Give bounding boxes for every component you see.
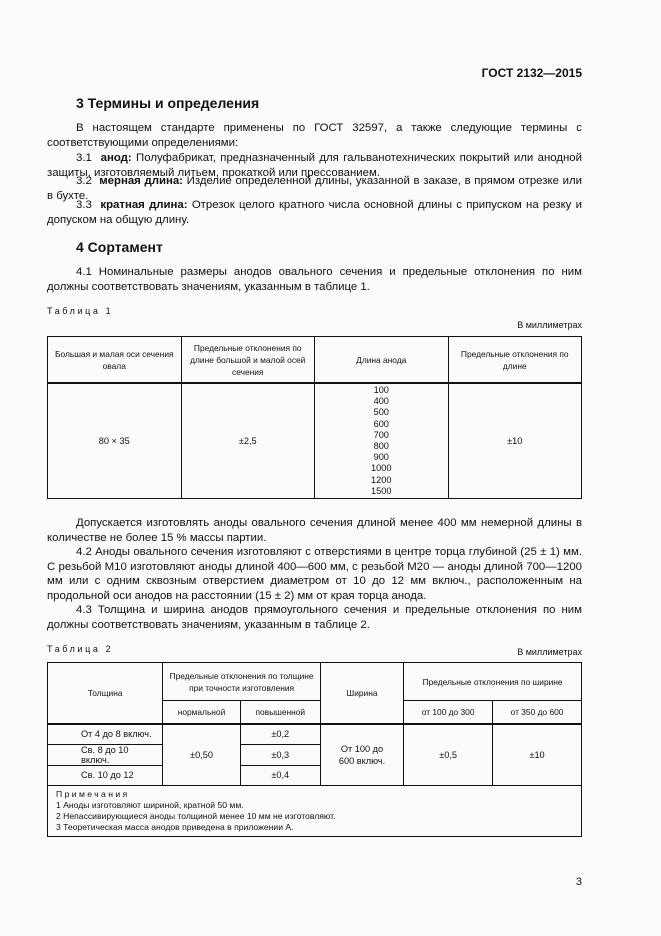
term-num: 3.2: [76, 175, 92, 187]
header-cell: от 350 до 600: [493, 701, 582, 724]
intro-text: В настоящем стандарте применены по ГОСТ 32597, а также следующие термины с соответствующими определениями:: [47, 122, 582, 149]
paragraph-allowance: [47, 516, 582, 545]
note-item: 1 Аноды изготовляют шириной, кратной 50 мм.: [56, 799, 244, 810]
length-value: 1000: [371, 463, 392, 474]
notes-row: [48, 785, 582, 837]
table-row: [48, 724, 582, 745]
table-1-unit: В миллиметрах: [517, 320, 582, 330]
high-dev-cell: ±0,2: [240, 724, 320, 745]
table-row: [48, 383, 582, 499]
thickness-cell: От 4 до 8 включ.: [48, 724, 163, 745]
normal-dev-cell: ±0,50: [163, 724, 240, 786]
section-4-title: 4 Сортамент: [76, 239, 163, 255]
axes-cell: 80 × 35: [48, 383, 182, 499]
header-cell: Предельные отклонения по толщине при точности изготовления: [163, 663, 321, 701]
paragraph-text: Допускается изготовлять аноды овального сечения длиной менее 400 мм немерной длины в количестве не более 15 % массы партии.: [47, 517, 582, 544]
term-name: анод:: [100, 152, 132, 164]
table-header-row: [48, 663, 582, 701]
length-value: 1200: [371, 474, 392, 485]
notes-title: Примечания: [56, 788, 130, 799]
table-1: [47, 336, 582, 499]
header-cell: Ширина: [320, 663, 403, 724]
note-item: 3 Теоретическая масса анодов приведена в приложении А.: [56, 822, 294, 833]
length-value: 800: [373, 441, 389, 451]
page-number: 3: [575, 876, 582, 888]
header-cell: нормальной: [163, 701, 240, 724]
term-def: Полуфабрикат, предназначенный для гальванотехнических покрытий или анодной защиты, изготовляемый литьем, прокаткой или прессованием.: [47, 152, 582, 179]
length-value: 700: [373, 429, 389, 440]
term-def: Отрезок целого кратного числа основной длины с припуском на резку и допуском на общую длину.: [47, 199, 582, 226]
section-3-title: 3 Термины и определения: [76, 95, 260, 111]
header-cell: повышенной: [240, 701, 320, 724]
thickness-cell: Св. 8 до 10 включ.: [48, 744, 163, 765]
paragraph-text: 4.2 Аноды овального сечения изготовляют с отверстиями в центре торца глубиной (25 ± 1) мм. С резьбой М10 изготовляют аноды длиной 400—600 мм, с резьбой М20 — аноды длиной 700—1200 мм или с одним сквозным отверстием диаметром от 10 до 12 мм включ., расположенным на продольной оси анодов на расстоянии (15 ± 2) мм от края торца анода.: [47, 546, 582, 602]
term-name: мерная длина:: [99, 175, 183, 187]
term-3-3: [47, 198, 582, 227]
section-3-intro: [47, 121, 582, 150]
table-header-row: [48, 337, 582, 384]
high-dev-cell: ±0,4: [240, 765, 320, 785]
paragraph-4-1: [47, 265, 582, 294]
length-value: 600: [373, 418, 389, 429]
document-header: ГОСТ 2132—2015: [481, 66, 582, 80]
length-value: 1500: [371, 485, 392, 496]
table-1-caption: Таблица 1: [47, 306, 114, 316]
header-cell: Предельные отклонения по длине большой и малой осей сечения: [181, 337, 315, 384]
term-num: 3.3: [76, 199, 92, 211]
length-value: 100: [373, 384, 389, 395]
length-value: 500: [373, 407, 389, 418]
width-dev-2-cell: ±10: [493, 724, 582, 786]
header-cell: Большая и малая оси сечения овала: [48, 337, 182, 384]
paragraph-text: 4.1 Номинальные размеры анодов овального сечения и предельные отклонения по ним должны соответствовать значениям, указанным в таблице 1.: [47, 266, 582, 293]
table-2: [47, 662, 582, 837]
length-value: 900: [373, 452, 389, 463]
term-num: 3.1: [76, 152, 92, 164]
thickness-cell: Св. 10 до 12: [48, 765, 163, 785]
length-value: 400: [373, 396, 389, 407]
notes-cell: [48, 785, 582, 837]
lengths-cell: [315, 383, 449, 499]
header-cell: Толщина: [48, 663, 163, 724]
paragraph-4-2: [47, 545, 582, 603]
width-dev-1-cell: ±0,5: [404, 724, 493, 786]
term-name: кратная длина:: [100, 199, 188, 211]
term-def: Изделие определенной длины, указанной в заказе, в прямом отрезке или в бухте.: [47, 175, 582, 202]
table-2-caption: Таблица 2: [47, 644, 114, 654]
note-item: 2 Непассивирующиеся аноды толщиной менее 10 мм не изготовляют.: [56, 810, 336, 821]
width-cell: От 100 до 600 включ.: [320, 724, 403, 786]
paragraph-4-3: [47, 603, 582, 632]
axes-dev-cell: ±2,5: [181, 383, 315, 499]
header-cell: Предельные отклонения по длине: [448, 337, 582, 384]
header-cell: от 100 до 300: [404, 701, 493, 724]
header-cell: Предельные отклонения по ширине: [404, 663, 582, 701]
paragraph-text: 4.3 Толщина и ширина анодов прямоугольного сечения и предельные отклонения по ним должны соответствовать значениям, указанным в таблице 2.: [47, 604, 582, 631]
length-dev-cell: ±10: [448, 383, 582, 499]
header-cell: Длина анода: [315, 337, 449, 384]
table-2-unit: В миллиметрах: [517, 647, 582, 657]
high-dev-cell: ±0,3: [240, 744, 320, 765]
